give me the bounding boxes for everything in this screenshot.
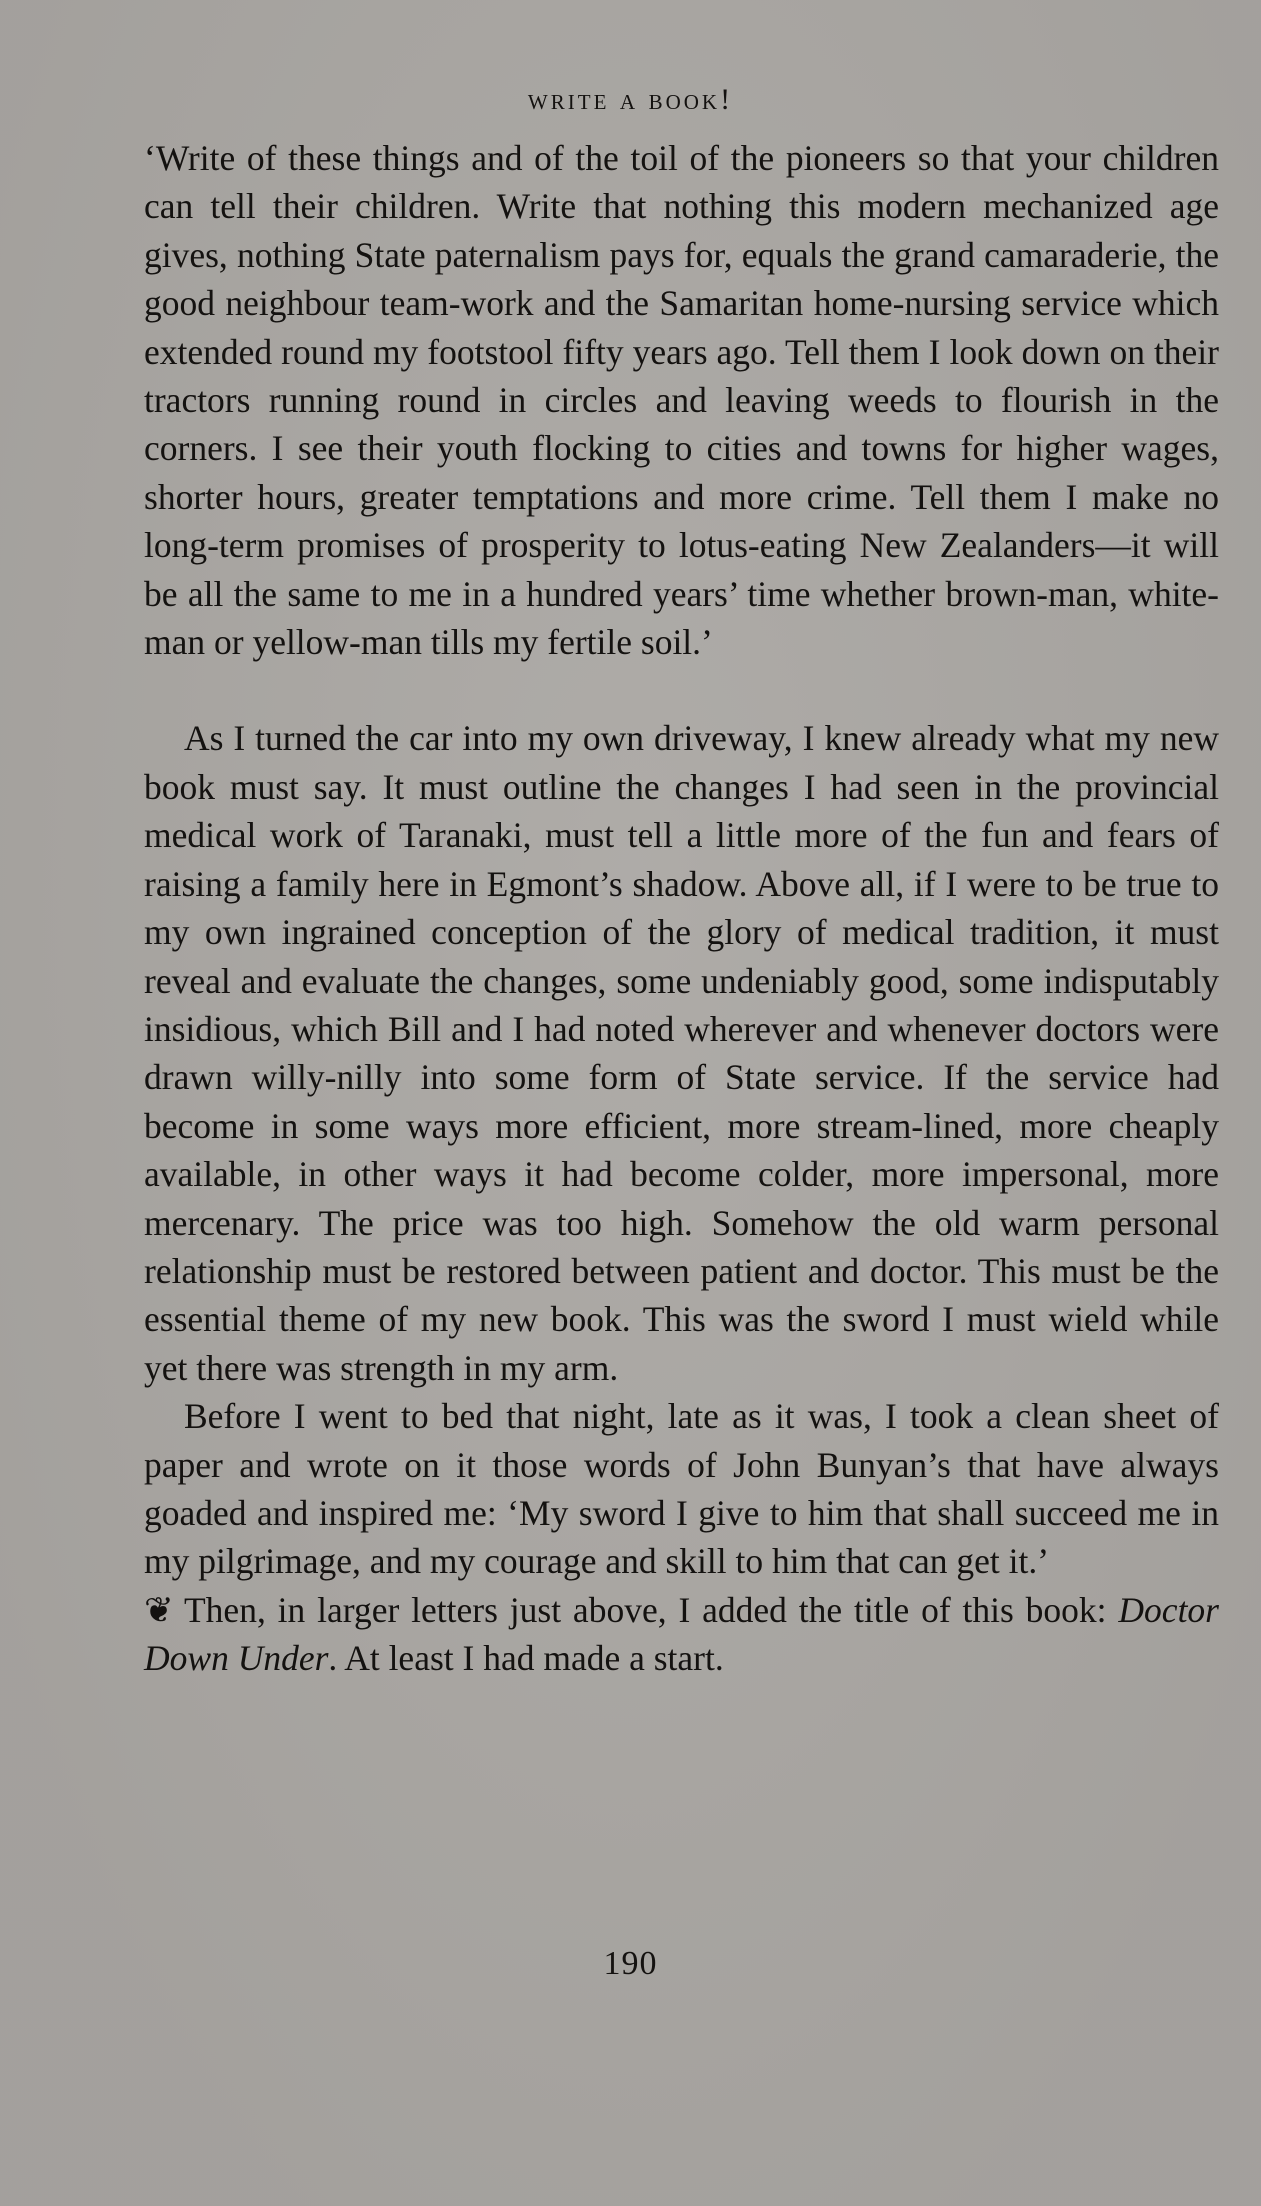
paragraph-driveway: As I turned the car into my own driveway, I knew already what my new book must say. It must outline the changes I had seen in the provincial medical work of Taranaki, must tell a little more of the fun and fears of raising a family here in Egmont’s shadow. Above all, if I were to be true to my own ingrained conception of the glory of medical tradition, it must reveal and evaluate the changes, some undeniably good, some indisputably insidious, which Bill and I had noted wherever and whenever doctors were drawn willy-nilly into some form of State service. If the service had become in some ways more efficient, more stream-lined, more cheaply available, in other ways it had become colder, more impersonal, more mercenary. The price was too high. Somehow the old warm personal relationship must be restored between patient and doctor. This must be the essential theme of my new book. This was the sword I must wield while yet there was strength in my arm. — [144, 718, 1219, 1388]
paragraph-gap — [144, 666, 1219, 714]
running-head: write a book! — [527, 83, 734, 116]
paragraph-title-tail: . At least I had made a start. — [328, 1638, 724, 1679]
paragraph-quote: ‘Write of these things and of the toil of the pioneers so that your children can tell their children. Write that nothing this modern mechanized age gives, nothing State paternalism pays for, equals the grand camaraderie, the good neighbour team-work and the Samaritan home-nursing service which extended round my footstool fifty years ago. Tell them I look down on their tractors running round in circles and leaving weeds to flourish in the corners. I see their youth flocking to cities and towns for higher wages, shorter hours, greater temptations and more crime. Tell them I make no long-term promises of prosperity to lotus-eating New Zealanders—it will be all the same to me in a hundred years’ time whether brown-man, white-man or yellow-man tills my fertile soil.’ — [144, 138, 1219, 663]
body-text — [144, 134, 1219, 1683]
paragraph-bunyan: Before I went to bed that night, late as it was, I took a clean sheet of paper and wrote on it those words of John Bunyan’s that have always goaded and inspired me: ‘My sword I give to him that shall succeed me in my pilgrimage, and my courage and skill to him that can get it.’ — [144, 1396, 1219, 1582]
paragraph-title-lead: Then, in larger letters just above, I added the title of this book: — [184, 1589, 1119, 1630]
page-number: 190 — [603, 1945, 658, 1982]
book-title: Doctor Down Under — [144, 1589, 1219, 1679]
paragraph-title — [144, 1586, 1219, 1683]
ink-mark-icon: ❦ — [144, 1589, 174, 1630]
